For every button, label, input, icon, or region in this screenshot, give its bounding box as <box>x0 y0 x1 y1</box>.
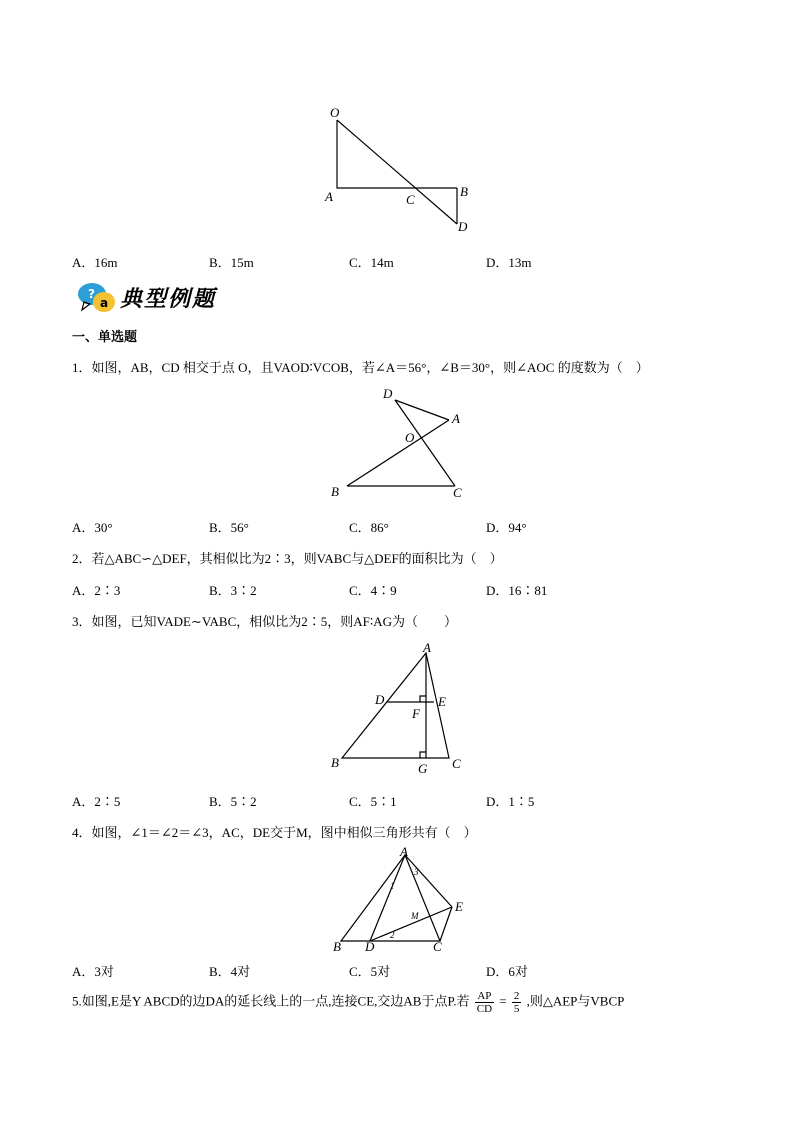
question-2-stem: 2．若△ABC∽△DEF，其相似比为2∶3，则VABC与△DEF的面积比为（ ） <box>72 551 503 566</box>
option-b: B．5∶2 <box>209 794 257 809</box>
option-b: B．4对 <box>209 964 251 979</box>
q3-options <box>72 791 752 809</box>
figure-triangle-oabd <box>320 100 480 240</box>
q2-options <box>72 580 752 598</box>
label-m: M <box>411 911 419 921</box>
question-3-stem: 3．如图，已知VADE∼VABC，相似比为2∶5，则AF∶AG为（ ） <box>72 614 458 629</box>
fraction-denominator: CD <box>476 1003 493 1015</box>
option-d: D．1∶5 <box>486 794 535 809</box>
equals-sign: = <box>499 993 507 1009</box>
option-b: B．56° <box>209 520 249 535</box>
figure-q1 <box>325 382 475 502</box>
option-b: B．3∶2 <box>209 583 257 598</box>
option-c: C．4∶9 <box>349 583 397 598</box>
segment-ae <box>405 855 452 907</box>
label-b: B <box>331 484 339 499</box>
label-a: A <box>325 189 333 204</box>
label-a: A <box>452 411 460 426</box>
label-b: B <box>460 184 468 199</box>
fraction-denominator: 5 <box>513 1003 520 1015</box>
fraction-ap-cd <box>475 990 494 1015</box>
label-b: B <box>331 755 339 770</box>
option-d: D．16∶81 <box>486 583 548 598</box>
label-d: D <box>375 692 385 707</box>
svg-text:?: ? <box>88 287 95 301</box>
option-c: C．86° <box>349 520 389 535</box>
q0-options <box>72 252 752 270</box>
label-a: A <box>423 640 431 655</box>
svg-text:a: a <box>100 296 109 310</box>
section-banner <box>76 280 256 316</box>
right-angle-f <box>420 696 426 702</box>
label-a: A <box>400 845 408 859</box>
right-angle-g <box>420 752 426 758</box>
label-c: C <box>452 756 461 771</box>
label-b: B <box>333 939 341 954</box>
segment-da <box>395 400 449 420</box>
angle-1-label: 1 <box>390 881 395 891</box>
label-g: G <box>418 761 428 776</box>
option-a: A．16m <box>72 255 118 270</box>
angle-3-label: 3 <box>414 867 419 877</box>
option-a: A．2∶5 <box>72 794 121 809</box>
triangle-abc <box>341 855 440 941</box>
question-5-text-after: ,则△AEP与VBCP <box>526 993 625 1009</box>
angle-2-label: 2 <box>390 930 395 940</box>
q4-options <box>72 961 752 979</box>
label-d: D <box>458 219 468 234</box>
segment-ce <box>440 907 452 941</box>
question-1-stem: 1．如图，AB，CD 相交于点 O，且VAOD∶VCOB，若∠A＝56°，∠B＝30°，则∠AOC 的度数为（ ） <box>72 360 649 375</box>
fraction-numerator: 2 <box>513 990 520 1002</box>
option-d: D．94° <box>486 520 527 535</box>
figure-q4 <box>328 845 478 957</box>
label-c: C <box>406 192 415 207</box>
option-c: C．5对 <box>349 964 391 979</box>
fraction-numerator: AP <box>475 990 494 1003</box>
label-d: D <box>383 386 393 401</box>
section-heading: 一、单选题 <box>72 330 138 345</box>
option-b: B．15m <box>209 255 254 270</box>
fraction-two-fifths <box>512 990 522 1015</box>
segment-oab <box>337 120 457 188</box>
option-a: A．30° <box>72 520 113 535</box>
option-c: C．14m <box>349 255 394 270</box>
label-c: C <box>453 485 462 500</box>
question-bubble-icon <box>76 280 120 316</box>
banner-title: 典型例题 <box>120 286 217 312</box>
option-d: D．6对 <box>486 964 528 979</box>
label-c: C <box>433 939 442 954</box>
q1-options <box>72 517 752 535</box>
segment-od <box>337 120 457 224</box>
question-5-text-before: 5.如图,E是Y ABCD的边DA的延长线上的一点,连接CE,交边AB于点P.若 <box>72 993 470 1009</box>
segment-ab <box>347 420 449 486</box>
question-4-stem: 4．如图，∠1＝∠2＝∠3，AC，DE交于M，图中相似三角形共有（ ） <box>72 825 477 840</box>
label-e: E <box>455 899 463 914</box>
option-a: A．2∶3 <box>72 583 121 598</box>
segment-dc <box>395 400 455 486</box>
label-o: O <box>405 430 415 445</box>
label-e: E <box>438 694 446 709</box>
option-c: C．5∶1 <box>349 794 397 809</box>
option-d: D．13m <box>486 255 532 270</box>
label-o: O <box>330 105 340 120</box>
label-d: D <box>365 939 375 954</box>
option-a: A．3对 <box>72 964 114 979</box>
figure-q3 <box>325 638 475 778</box>
triangle-abc <box>342 653 449 758</box>
question-5-stem <box>72 990 624 1015</box>
label-f: F <box>412 706 420 721</box>
